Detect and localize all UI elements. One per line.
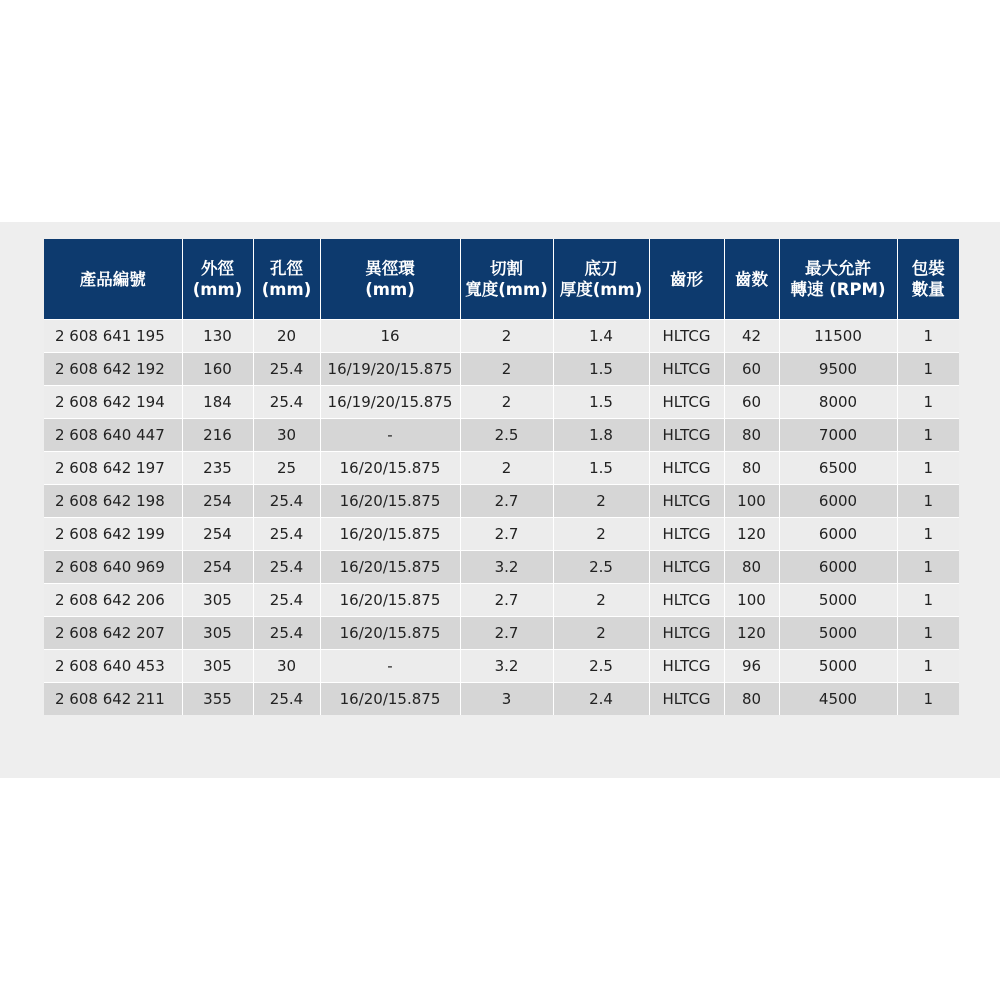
product-number-cell: 2 608 640 453 [44,650,182,683]
tooth-form-cell: HLTCG [649,386,724,419]
body-thickness-cell: 2 [553,518,649,551]
kerf-width-cell: 3 [460,683,553,716]
product-number-cell: 2 608 642 199 [44,518,182,551]
body-thickness-cell: 1.5 [553,452,649,485]
col-header-bore: 孔徑 (mm) [253,239,320,320]
outer-diameter-cell: 355 [182,683,253,716]
pack-qty-cell: 1 [897,683,959,716]
tooth-count-cell: 60 [724,353,779,386]
max-rpm-cell: 9500 [779,353,897,386]
col-header-max-rpm: 最大允許 轉速 (RPM) [779,239,897,320]
tooth-count-cell: 80 [724,683,779,716]
header-row [44,239,959,320]
product-number-cell: 2 608 642 206 [44,584,182,617]
product-number-cell: 2 608 641 195 [44,320,182,353]
body-thickness-cell: 2.5 [553,650,649,683]
outer-diameter-cell: 254 [182,485,253,518]
pack-qty-cell: 1 [897,386,959,419]
table-row [44,353,959,386]
product-number-cell: 2 608 640 447 [44,419,182,452]
reduction-ring-cell: - [320,419,460,452]
tooth-form-cell: HLTCG [649,584,724,617]
bore-cell: 25.4 [253,617,320,650]
body-thickness-cell: 2 [553,584,649,617]
table-row [44,584,959,617]
bore-cell: 25.4 [253,353,320,386]
kerf-width-cell: 2 [460,353,553,386]
pack-qty-cell: 1 [897,320,959,353]
col-header-outer-diameter: 外徑 (mm) [182,239,253,320]
tooth-form-cell: HLTCG [649,353,724,386]
pack-qty-cell: 1 [897,617,959,650]
table-row [44,617,959,650]
col-header-pack-qty: 包裝 數量 [897,239,959,320]
max-rpm-cell: 11500 [779,320,897,353]
body-thickness-cell: 2.5 [553,551,649,584]
body-thickness-cell: 1.5 [553,353,649,386]
product-number-cell: 2 608 642 211 [44,683,182,716]
kerf-width-cell: 3.2 [460,551,553,584]
max-rpm-cell: 6000 [779,485,897,518]
table-row [44,452,959,485]
pack-qty-cell: 1 [897,353,959,386]
tooth-count-cell: 96 [724,650,779,683]
product-number-cell: 2 608 640 969 [44,551,182,584]
table-body [44,320,959,716]
bore-cell: 20 [253,320,320,353]
product-number-cell: 2 608 642 198 [44,485,182,518]
table-row [44,320,959,353]
bore-cell: 30 [253,650,320,683]
reduction-ring-cell: 16/20/15.875 [320,683,460,716]
col-header-reduction-ring: 異徑環 (mm) [320,239,460,320]
reduction-ring-cell: - [320,650,460,683]
bore-cell: 30 [253,419,320,452]
pack-qty-cell: 1 [897,452,959,485]
reduction-ring-cell: 16/19/20/15.875 [320,386,460,419]
table-row [44,518,959,551]
tooth-count-cell: 100 [724,584,779,617]
pack-qty-cell: 1 [897,584,959,617]
kerf-width-cell: 2 [460,320,553,353]
kerf-width-cell: 2.5 [460,419,553,452]
tooth-count-cell: 100 [724,485,779,518]
pack-qty-cell: 1 [897,650,959,683]
kerf-width-cell: 3.2 [460,650,553,683]
table-row [44,386,959,419]
kerf-width-cell: 2.7 [460,584,553,617]
bore-cell: 25.4 [253,485,320,518]
reduction-ring-cell: 16 [320,320,460,353]
tooth-count-cell: 120 [724,617,779,650]
max-rpm-cell: 7000 [779,419,897,452]
pack-qty-cell: 1 [897,518,959,551]
product-number-cell: 2 608 642 192 [44,353,182,386]
kerf-width-cell: 2 [460,386,553,419]
body-thickness-cell: 1.5 [553,386,649,419]
reduction-ring-cell: 16/20/15.875 [320,518,460,551]
tooth-count-cell: 42 [724,320,779,353]
max-rpm-cell: 5000 [779,584,897,617]
tooth-form-cell: HLTCG [649,683,724,716]
tooth-form-cell: HLTCG [649,320,724,353]
reduction-ring-cell: 16/20/15.875 [320,551,460,584]
max-rpm-cell: 6500 [779,452,897,485]
kerf-width-cell: 2.7 [460,518,553,551]
col-header-tooth-count: 齒数 [724,239,779,320]
bore-cell: 25.4 [253,683,320,716]
tooth-form-cell: HLTCG [649,452,724,485]
kerf-width-cell: 2 [460,452,553,485]
tooth-count-cell: 80 [724,551,779,584]
tooth-form-cell: HLTCG [649,551,724,584]
bore-cell: 25.4 [253,551,320,584]
table-row [44,419,959,452]
outer-diameter-cell: 254 [182,551,253,584]
tooth-form-cell: HLTCG [649,617,724,650]
bore-cell: 25.4 [253,584,320,617]
pack-qty-cell: 1 [897,551,959,584]
bore-cell: 25.4 [253,386,320,419]
bore-cell: 25.4 [253,518,320,551]
tooth-count-cell: 80 [724,452,779,485]
tooth-count-cell: 120 [724,518,779,551]
kerf-width-cell: 2.7 [460,617,553,650]
reduction-ring-cell: 16/20/15.875 [320,452,460,485]
col-header-product-number: 產品編號 [44,239,182,320]
max-rpm-cell: 6000 [779,518,897,551]
product-number-cell: 2 608 642 194 [44,386,182,419]
body-thickness-cell: 2 [553,485,649,518]
tooth-form-cell: HLTCG [649,485,724,518]
outer-diameter-cell: 305 [182,617,253,650]
pack-qty-cell: 1 [897,419,959,452]
tooth-count-cell: 80 [724,419,779,452]
kerf-width-cell: 2.7 [460,485,553,518]
product-number-cell: 2 608 642 197 [44,452,182,485]
col-header-kerf-width: 切割 寬度(mm) [460,239,553,320]
outer-diameter-cell: 160 [182,353,253,386]
product-spec-table [44,239,959,715]
outer-diameter-cell: 254 [182,518,253,551]
outer-diameter-cell: 184 [182,386,253,419]
body-thickness-cell: 2 [553,617,649,650]
outer-diameter-cell: 235 [182,452,253,485]
reduction-ring-cell: 16/19/20/15.875 [320,353,460,386]
max-rpm-cell: 5000 [779,650,897,683]
reduction-ring-cell: 16/20/15.875 [320,584,460,617]
max-rpm-cell: 5000 [779,617,897,650]
product-number-cell: 2 608 642 207 [44,617,182,650]
pack-qty-cell: 1 [897,485,959,518]
max-rpm-cell: 8000 [779,386,897,419]
tooth-form-cell: HLTCG [649,650,724,683]
reduction-ring-cell: 16/20/15.875 [320,617,460,650]
table-row [44,551,959,584]
outer-diameter-cell: 130 [182,320,253,353]
outer-diameter-cell: 305 [182,650,253,683]
max-rpm-cell: 6000 [779,551,897,584]
reduction-ring-cell: 16/20/15.875 [320,485,460,518]
outer-diameter-cell: 305 [182,584,253,617]
body-thickness-cell: 1.8 [553,419,649,452]
bore-cell: 25 [253,452,320,485]
tooth-form-cell: HLTCG [649,419,724,452]
body-thickness-cell: 2.4 [553,683,649,716]
outer-diameter-cell: 216 [182,419,253,452]
table-row [44,650,959,683]
col-header-body-thickness: 底刀 厚度(mm) [553,239,649,320]
table-row [44,485,959,518]
body-thickness-cell: 1.4 [553,320,649,353]
max-rpm-cell: 4500 [779,683,897,716]
col-header-tooth-form: 齒形 [649,239,724,320]
tooth-form-cell: HLTCG [649,518,724,551]
tooth-count-cell: 60 [724,386,779,419]
table-row [44,683,959,716]
